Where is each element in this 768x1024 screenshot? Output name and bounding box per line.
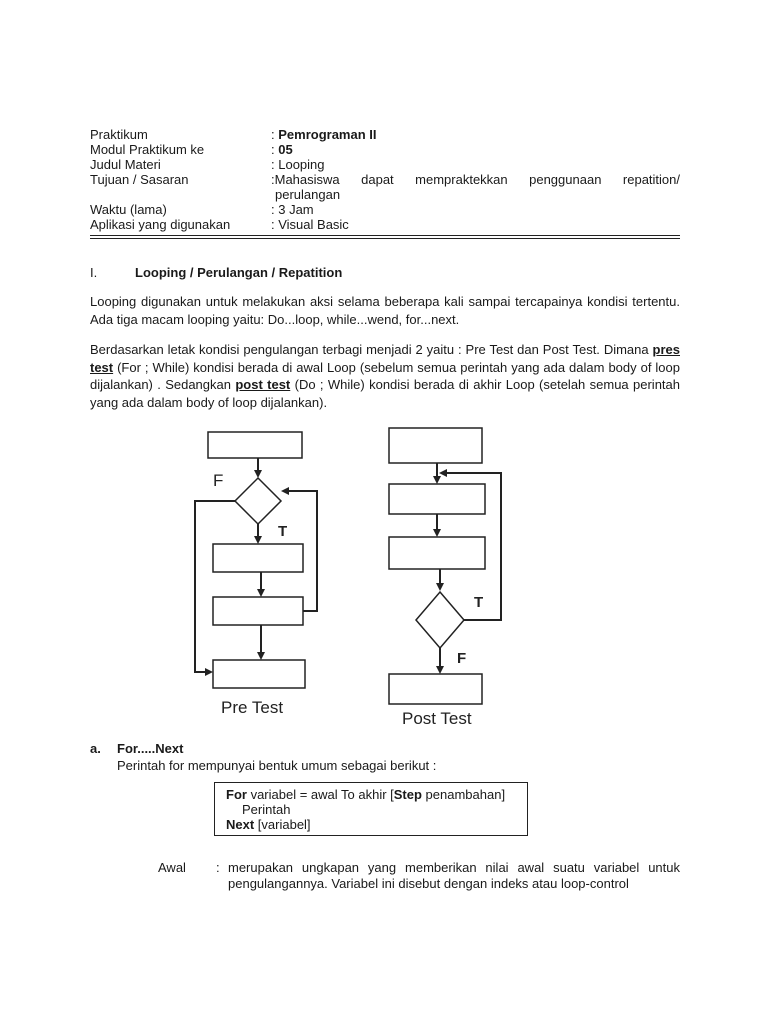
pre-body-box-2 (213, 597, 303, 625)
meta-value (271, 157, 680, 172)
post-test-caption: Post Test (402, 709, 472, 728)
meta-label: Modul Praktikum ke (90, 142, 205, 157)
pre-end-box (213, 660, 305, 688)
post-test-flowchart (389, 428, 501, 704)
meta-value-text: Visual Basic (278, 217, 349, 232)
meta-value-text: 3 Jam (278, 202, 314, 217)
term-post-test: post test (235, 377, 291, 392)
header-rule-top (90, 235, 680, 236)
post-body-box-1 (389, 484, 485, 514)
section-number: I. (90, 265, 98, 280)
meta-value (271, 127, 680, 142)
syntax-text: [variabel] (254, 817, 311, 832)
syntax-box (214, 782, 528, 836)
meta-colon: : (271, 157, 279, 172)
pre-start-box (208, 432, 302, 458)
paragraph-intro: Looping digunakan untuk melakukan aksi selama beberapa kali sampai tercapainya kondisi tertentu. Ada tiga macam looping yaitu: Do...loop, while...wend, for...next. (90, 294, 680, 327)
post-false-label: F (457, 650, 467, 667)
meta-label: Waktu (lama) (90, 202, 167, 217)
syntax-line-1 (226, 787, 527, 802)
meta-value (271, 202, 680, 217)
pre-true-label: T (278, 523, 288, 540)
post-body-box-2 (389, 537, 485, 569)
post-loop-back-line (441, 473, 501, 620)
section-heading (90, 265, 342, 280)
keyword-for: For (226, 787, 247, 802)
meta-row-tujuan (90, 172, 680, 202)
pre-body-box-1 (213, 544, 303, 572)
meta-value (271, 172, 680, 202)
syntax-text: variabel = awal To akhir [ (246, 787, 394, 802)
subsection-title: For.....Next (117, 741, 184, 756)
pre-loop-back-line (283, 491, 317, 611)
section-title: Looping / Perulangan / Repatition (135, 265, 343, 280)
pre-false-exit-line (195, 501, 235, 672)
meta-row-waktu (90, 202, 680, 217)
meta-colon: : (271, 142, 279, 157)
header-meta-table (90, 127, 680, 232)
meta-value (271, 217, 680, 232)
paragraph-pre-post (90, 341, 680, 411)
meta-label: Tujuan / Sasaran (90, 172, 189, 187)
meta-colon: : (271, 172, 275, 187)
meta-label: Aplikasi yang digunakan (90, 217, 231, 232)
subsection-letter: a. (90, 741, 101, 756)
meta-row-praktikum (90, 127, 680, 142)
definition-term: Awal (158, 860, 186, 875)
term-pres-test: pres test (90, 342, 680, 375)
meta-value-line2: perulangan (275, 187, 341, 202)
meta-value-text: Mahasiswa dapat mempraktekkan penggunaan repatition/ (274, 172, 680, 187)
header-rule-bottom (90, 238, 680, 239)
meta-row-modul (90, 142, 680, 157)
paragraph-text: (For ; While) kondisi berada di awal Loop (sebelum semua perintah yang ada dalam body of loop dijalankan) . Sedangkan (90, 359, 680, 392)
pre-false-label: F (213, 471, 224, 490)
meta-label: Judul Materi (90, 157, 161, 172)
meta-row-aplikasi (90, 217, 680, 232)
post-true-label: T (474, 594, 484, 611)
meta-value-text: 05 (278, 142, 293, 157)
syntax-line-2: Perintah (242, 802, 291, 817)
meta-row-judul (90, 157, 680, 172)
paragraph-text: Berdasarkan letak kondisi pengulangan terbagi menjadi 2 yaitu : Pre Test dan Post Test. Dimana (90, 342, 653, 357)
definition-colon: : (216, 860, 220, 875)
meta-colon: : (271, 202, 279, 217)
post-condition-diamond (416, 592, 464, 648)
post-start-box (389, 428, 482, 463)
meta-value-line1 (271, 172, 680, 187)
pre-condition-diamond (235, 478, 281, 524)
meta-value-text: Looping (278, 157, 325, 172)
meta-colon: : (271, 217, 279, 232)
meta-colon: : (271, 127, 279, 142)
keyword-next: Next (226, 817, 255, 832)
pre-test-caption: Pre Test (221, 698, 284, 717)
definition-awal (158, 860, 680, 892)
loop-flowcharts (180, 420, 520, 740)
meta-label: Praktikum (90, 127, 148, 142)
post-end-box (389, 674, 482, 704)
keyword-step: Step (393, 787, 422, 802)
subsection-intro: Perintah for mempunyai bentuk umum sebagai berikut : (117, 758, 437, 773)
syntax-line-3 (226, 817, 527, 832)
paragraph-text: (Do ; While) kondisi berada di akhir Loop (setelah semua perintah yang ada dalam body of loop dijalankan). (90, 377, 680, 410)
meta-value-text: Pemrograman II (278, 127, 377, 142)
definition-text: merupakan ungkapan yang memberikan nilai awal suatu variabel untuk pengulangannya. Variabel ini disebut dengan indeks atau loop-control (228, 860, 680, 891)
meta-value (271, 142, 680, 157)
subsection-heading (90, 741, 183, 756)
syntax-text: penambahan] (421, 787, 506, 802)
